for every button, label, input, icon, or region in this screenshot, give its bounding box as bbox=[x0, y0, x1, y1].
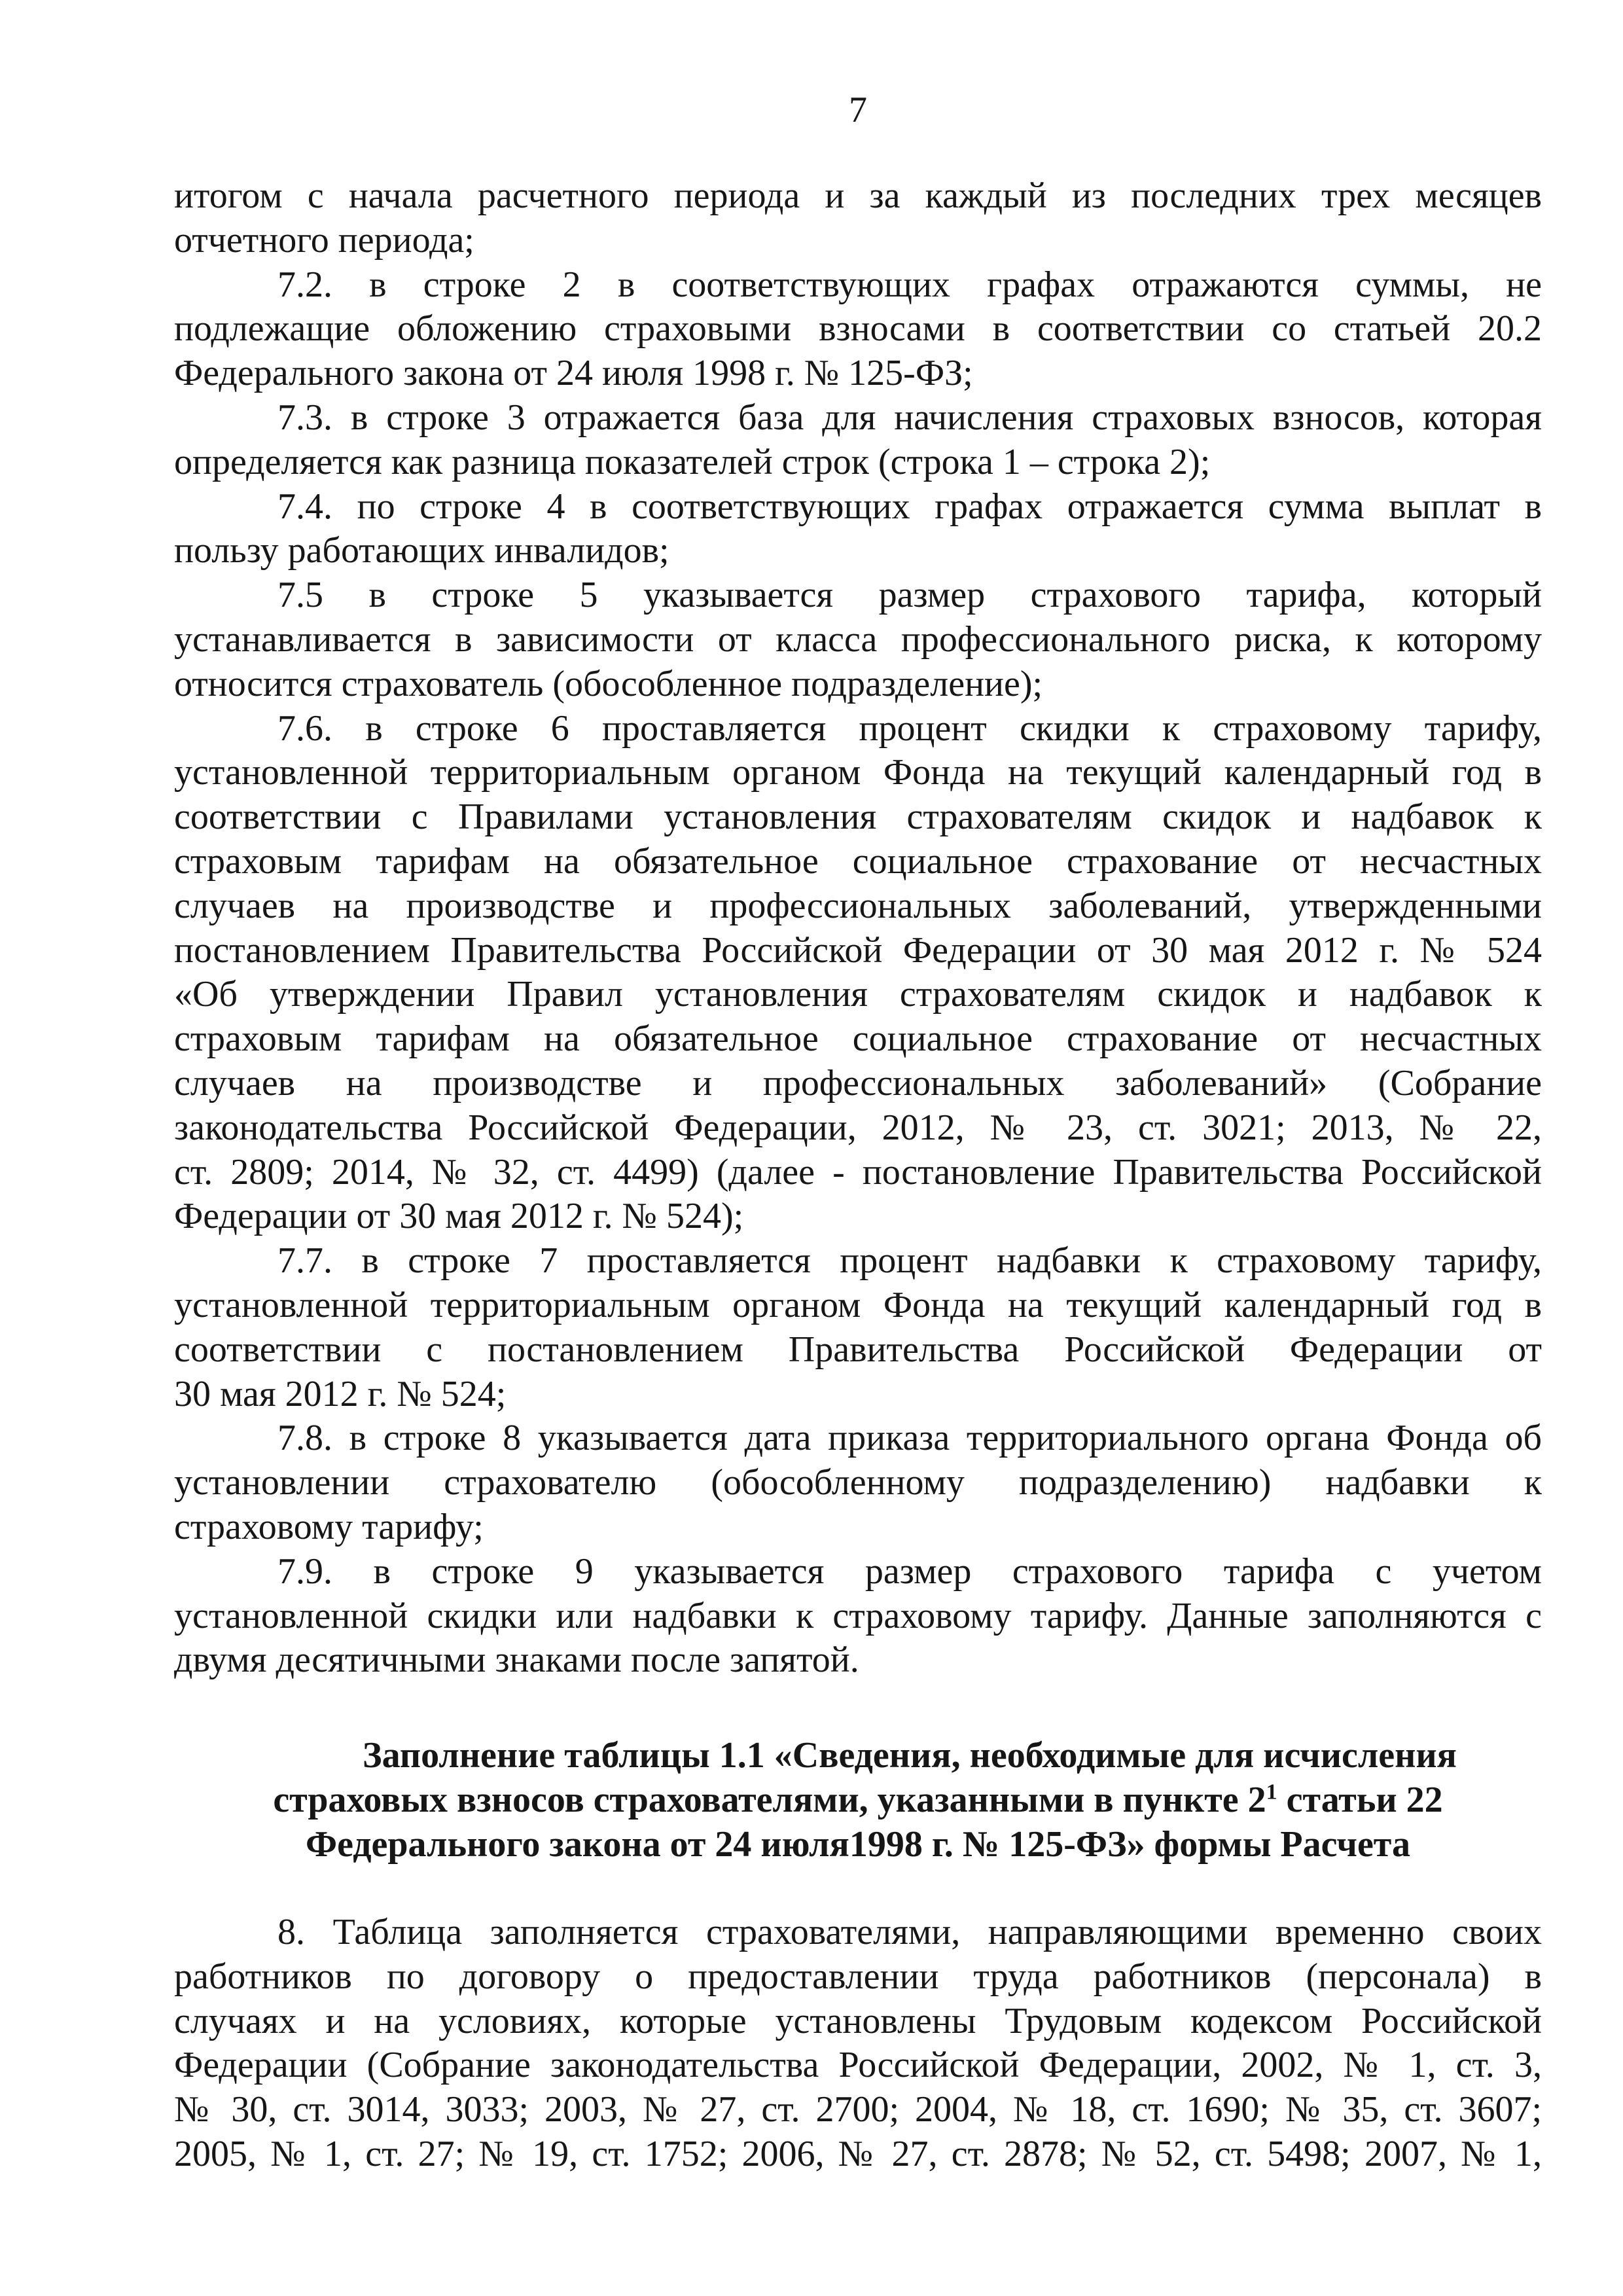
heading-line: Федерального закона от 24 июля1998 г. № 125-ФЗ» формы Расчета bbox=[306, 1823, 1410, 1865]
text-line: 7.9. в строке 9 указывается размер страхового тарифа с учетом bbox=[277, 1551, 1542, 1592]
section-heading bbox=[174, 1734, 1542, 1867]
text-line: 8. Таблица заполняется страхователями, направляющими временно своих bbox=[277, 1912, 1542, 1952]
text-line: законодательства Российской Федерации, 2012, № 23, ст. 3021; 2013, № 22, bbox=[174, 1107, 1542, 1148]
text-line: определяется как разница показателей строк (строка 1 – строка 2); bbox=[174, 441, 1211, 482]
text-line: Федерального закона от 24 июля 1998 г. № 125-ФЗ; bbox=[174, 353, 973, 394]
paragraph-8 bbox=[174, 1910, 1542, 2177]
text-line: Федерации (Собрание законодательства Российской Федерации, 2002, № 1, ст. 3, bbox=[174, 2045, 1542, 2086]
text-line: соответствии с постановлением Правительства Российской Федерации от bbox=[174, 1329, 1542, 1370]
text-line: Федерации от 30 мая 2012 г. № 524); bbox=[174, 1196, 744, 1237]
heading-line bbox=[174, 1778, 1542, 1823]
heading-text: статьи 22 bbox=[1277, 1779, 1443, 1820]
paragraph-7-2 bbox=[174, 263, 1542, 396]
text-line: № 30, ст. 3014, 3033; 2003, № 27, ст. 2700; 2004, № 18, ст. 1690; № 35, ст. 3607; bbox=[174, 2089, 1542, 2130]
text-line: 7.5 в строке 5 указывается размер страхового тарифа, который bbox=[277, 575, 1542, 616]
text-line: страховым тарифам на обязательное социальное страхование от несчастных bbox=[174, 1018, 1542, 1060]
text-line: 7.8. в строке 8 указывается дата приказа территориального органа Фонда об bbox=[277, 1418, 1542, 1459]
document-body bbox=[174, 174, 1542, 1683]
text-line: случаев на производстве и профессиональных заболеваний, утвержденными bbox=[174, 885, 1542, 926]
text-line: 7.7. в строке 7 проставляется процент надбавки к страховому тарифу, bbox=[277, 1240, 1542, 1282]
text-line: 7.2. в строке 2 в соответствующих графах отражаются суммы, не bbox=[277, 264, 1542, 305]
paragraph-7-4 bbox=[174, 485, 1542, 574]
text-line: установленной скидки или надбавки к страховому тарифу. Данные заполняются с bbox=[174, 1595, 1542, 1636]
text-line: 7.6. в строке 6 проставляется процент скидки к страховому тарифу, bbox=[277, 708, 1542, 749]
text-line: установленной территориальным органом Фонда на текущий календарный год в bbox=[174, 752, 1542, 793]
text-line: страховым тарифам на обязательное социальное страхование от несчастных bbox=[174, 840, 1542, 882]
paragraph-7-3 bbox=[174, 396, 1542, 485]
text-line: 30 мая 2012 г. № 524; bbox=[174, 1373, 507, 1414]
text-line: устанавливается в зависимости от класса профессионального риска, к которому bbox=[174, 619, 1542, 660]
text-line: постановлением Правительства Российской Федерации от 30 мая 2012 г. № 524 bbox=[174, 929, 1542, 971]
paragraph-7-9 bbox=[174, 1550, 1542, 1683]
paragraph-7-6 bbox=[174, 707, 1542, 1240]
text-line: 7.4. по строке 4 в соответствующих графах отражается сумма выплат в bbox=[277, 486, 1542, 527]
heading-line: Заполнение таблицы 1.1 «Сведения, необходимые для исчисления bbox=[363, 1735, 1457, 1776]
text-line: работников по договору о предоставлении труда работников (персонала) в bbox=[174, 1956, 1542, 1997]
text-line: страховому тарифу; bbox=[174, 1506, 484, 1547]
text-line: итогом с начала расчетного периода и за каждый из последних трех месяцев bbox=[174, 175, 1542, 216]
heading-superscript: 1 bbox=[1266, 1780, 1277, 1804]
heading-text: страховых взносов страхователями, указанными в пункте 2 bbox=[273, 1779, 1266, 1820]
text-line: относится страхователь (обособленное подразделение); bbox=[174, 663, 1043, 704]
paragraph-7-1-continuation bbox=[174, 174, 1542, 263]
page-number: 7 bbox=[849, 90, 867, 130]
text-line: «Об утверждении Правил установления страхователям скидок и надбавок к bbox=[174, 974, 1542, 1015]
text-line: пользу работающих инвалидов; bbox=[174, 530, 669, 571]
text-line: ст. 2809; 2014, № 32, ст. 4499) (далее - постановление Правительства Российской bbox=[174, 1151, 1542, 1193]
paragraph-7-7 bbox=[174, 1239, 1542, 1416]
text-line: установленной территориальным органом Фонда на текущий календарный год в bbox=[174, 1284, 1542, 1325]
text-line: 2005, № 1, ст. 27; № 19, ст. 1752; 2006, № 27, ст. 2878; № 52, ст. 5498; 2007, № 1, bbox=[174, 2133, 1542, 2174]
text-line: соответствии с Правилами установления страхователям скидок и надбавок к bbox=[174, 797, 1542, 838]
text-line: отчетного периода; bbox=[174, 219, 474, 260]
paragraph-7-8 bbox=[174, 1416, 1542, 1549]
text-line: случаев на производстве и профессиональных заболеваний» (Собрание bbox=[174, 1062, 1542, 1103]
text-line: двумя десятичными знаками после запятой. bbox=[174, 1640, 859, 1681]
text-line: 7.3. в строке 3 отражается база для начисления страховых взносов, которая bbox=[277, 397, 1542, 438]
text-line: подлежащие обложению страховыми взносами в соответствии со статьей 20.2 bbox=[174, 308, 1542, 350]
section-body bbox=[174, 1910, 1542, 2177]
text-line: случаях и на условиях, которые установлены Трудовым кодексом Российской bbox=[174, 2000, 1542, 2041]
text-line: установлении страхователю (обособленному подразделению) надбавки к bbox=[174, 1462, 1542, 1503]
paragraph-7-5 bbox=[174, 573, 1542, 706]
